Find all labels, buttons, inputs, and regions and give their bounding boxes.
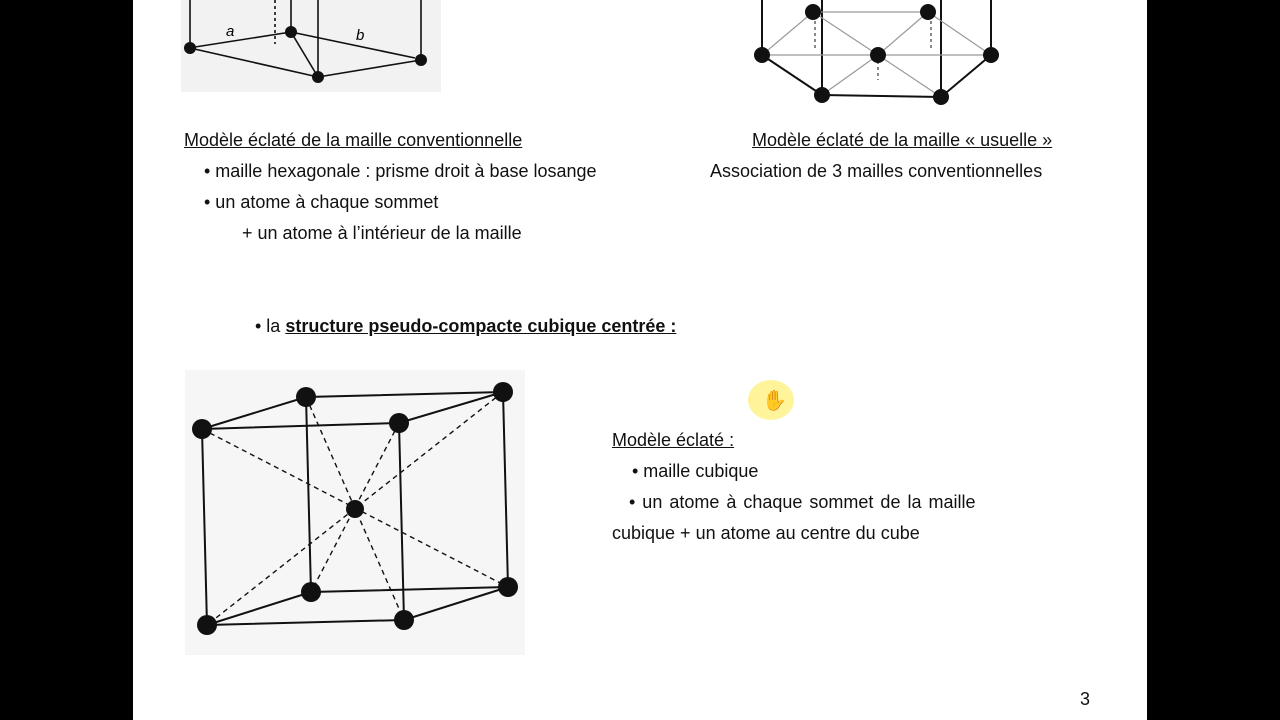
vector-a-label: a <box>226 23 235 40</box>
conventional-bullet: • maille hexagonale : prisme droit à base losange <box>204 161 597 181</box>
page-number: 3 <box>1080 689 1091 709</box>
hexagonal-usual-diagram <box>753 0 1003 110</box>
bcc-structure-title: structure pseudo-compacte cubique centrée : <box>285 316 677 336</box>
bcc-bullet: • un atome à chaque sommet de la maille <box>629 492 976 512</box>
hexagonal-conventional-diagram <box>181 0 441 95</box>
bcc-model-title: Modèle éclaté : <box>612 430 735 450</box>
bcc-intro: • la structure pseudo-compacte cubique centrée : <box>255 316 677 336</box>
hand-cursor-icon: ✋ <box>748 380 794 420</box>
usual-cell-title: Modèle éclaté de la maille « usuelle » <box>752 130 1053 150</box>
conventional-cell-title: Modèle éclaté de la maille conventionnelle <box>184 130 523 150</box>
bcc-bullet: • maille cubique <box>632 461 759 481</box>
bcc-cell-diagram <box>185 370 535 660</box>
bcc-bullet: cubique + un atome au centre du cube <box>612 523 920 543</box>
vector-b-label: b <box>356 27 365 44</box>
usual-cell-text: Association de 3 mailles conventionnelles <box>710 161 1043 181</box>
document-page <box>133 0 1147 720</box>
conventional-bullet: + un atome à l’intérieur de la maille <box>242 223 522 243</box>
conventional-bullet: • un atome à chaque sommet <box>204 192 439 212</box>
